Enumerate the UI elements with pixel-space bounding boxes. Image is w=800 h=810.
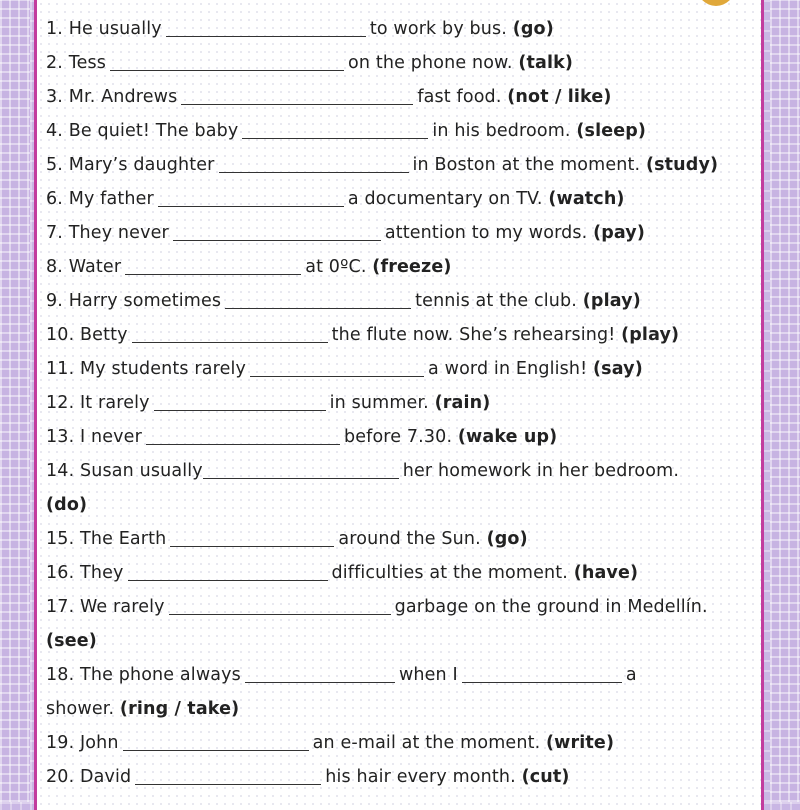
line-continuation-second: a bbox=[625, 665, 637, 685]
verb-hint: (watch) bbox=[548, 189, 625, 209]
answer-blank[interactable] bbox=[123, 750, 309, 751]
verb-hint: (wake up) bbox=[457, 427, 558, 447]
answer-blank[interactable] bbox=[169, 614, 391, 615]
line-continuation: at 0ºC. bbox=[305, 257, 367, 277]
line-continuation: on the phone now. bbox=[348, 53, 513, 73]
line-prompt: 3. Mr. Andrews bbox=[46, 87, 178, 107]
answer-blank[interactable] bbox=[170, 546, 334, 547]
answer-blank[interactable] bbox=[181, 104, 413, 105]
verb-hint: (see) bbox=[46, 631, 97, 651]
verb-hint: (ring / take) bbox=[119, 699, 240, 719]
exercise-line-19 bbox=[46, 726, 760, 760]
verb-hint: (cut) bbox=[521, 767, 570, 787]
line-continuation: attention to my words. bbox=[384, 223, 588, 243]
exercise-line-11 bbox=[46, 352, 760, 386]
verb-hint: (pay) bbox=[593, 223, 646, 243]
answer-blank[interactable] bbox=[219, 172, 409, 173]
line-continuation: garbage on the ground in Medellín. bbox=[394, 597, 708, 617]
line-prompt: 13. I never bbox=[46, 427, 142, 447]
answer-blank[interactable] bbox=[110, 70, 344, 71]
exercise-line-3 bbox=[46, 80, 760, 114]
exercise-line-16 bbox=[46, 556, 760, 590]
exercise-line-4 bbox=[46, 114, 760, 148]
verb-hint: (study) bbox=[645, 155, 719, 175]
line-continuation: to work by bus. bbox=[369, 19, 508, 39]
exercise-line-20 bbox=[46, 760, 760, 794]
line-prompt: 8. Water bbox=[46, 257, 122, 277]
line-prompt: 19. John bbox=[46, 733, 119, 753]
verb-hint: (say) bbox=[593, 359, 643, 379]
exercise-line-5 bbox=[46, 148, 760, 182]
answer-blank[interactable] bbox=[132, 342, 328, 343]
line-prompt: shower. bbox=[46, 699, 115, 719]
line-prompt: 14. Susan usually bbox=[46, 461, 203, 481]
exercise-list bbox=[46, 12, 760, 794]
answer-blank[interactable] bbox=[146, 444, 340, 445]
exercise-line-8 bbox=[46, 250, 760, 284]
line-continuation: before 7.30. bbox=[343, 427, 453, 447]
verb-hint: (go) bbox=[512, 19, 554, 39]
line-continuation: around the Sun. bbox=[338, 529, 481, 549]
line-prompt: 12. It rarely bbox=[46, 393, 150, 413]
verb-hint: (not / like) bbox=[507, 87, 612, 107]
answer-blank[interactable] bbox=[245, 682, 395, 683]
line-continuation: in summer. bbox=[329, 393, 429, 413]
verb-hint: (rain) bbox=[434, 393, 491, 413]
line-continuation: difficulties at the moment. bbox=[331, 563, 568, 583]
line-prompt: 4. Be quiet! The baby bbox=[46, 121, 239, 141]
verb-hint: (play) bbox=[582, 291, 641, 311]
line-continuation: her homework in her bedroom. bbox=[402, 461, 680, 481]
line-continuation: fast food. bbox=[417, 87, 502, 107]
exercise-line-9 bbox=[46, 284, 760, 318]
line-prompt: 7. They never bbox=[46, 223, 169, 243]
answer-blank[interactable] bbox=[242, 138, 428, 139]
answer-blank[interactable] bbox=[128, 580, 328, 581]
answer-blank[interactable] bbox=[158, 206, 344, 207]
line-prompt: 10. Betty bbox=[46, 325, 128, 345]
line-continuation: a word in English! bbox=[428, 359, 588, 379]
right-decorative-border bbox=[770, 0, 800, 802]
line-continuation: in his bedroom. bbox=[432, 121, 571, 141]
exercise-line-1 bbox=[46, 12, 760, 46]
line-prompt: 17. We rarely bbox=[46, 597, 165, 617]
answer-blank[interactable] bbox=[154, 410, 326, 411]
exercise-line-6 bbox=[46, 182, 760, 216]
answer-blank[interactable] bbox=[173, 240, 381, 241]
exercise-line-13 bbox=[46, 420, 760, 454]
line-prompt: 11. My students rarely bbox=[46, 359, 247, 379]
verb-hint: (sleep) bbox=[576, 121, 647, 141]
answer-blank-second[interactable] bbox=[462, 682, 622, 683]
line-continuation: tennis at the club. bbox=[415, 291, 578, 311]
line-continuation: in Boston at the moment. bbox=[412, 155, 641, 175]
answer-blank[interactable] bbox=[225, 308, 411, 309]
exercise-line-7 bbox=[46, 216, 760, 250]
line-continuation: the flute now. She’s rehearsing! bbox=[331, 325, 616, 345]
verb-hint: (write) bbox=[546, 733, 615, 753]
exercise-line-18-cont bbox=[46, 692, 760, 726]
line-prompt: 1. He usually bbox=[46, 19, 162, 39]
verb-hint: (talk) bbox=[518, 53, 574, 73]
exercise-line-12 bbox=[46, 386, 760, 420]
gold-ornament-icon bbox=[697, 0, 735, 6]
line-continuation: when I bbox=[398, 665, 458, 685]
exercise-line-14 bbox=[46, 454, 760, 488]
verb-hint: (have) bbox=[573, 563, 639, 583]
line-prompt: 20. David bbox=[46, 767, 132, 787]
exercise-line-18 bbox=[46, 658, 760, 692]
line-prompt: 2. Tess bbox=[46, 53, 107, 73]
exercise-line-17 bbox=[46, 590, 760, 624]
exercise-line-10 bbox=[46, 318, 760, 352]
line-continuation: a documentary on TV. bbox=[347, 189, 543, 209]
line-prompt: 18. The phone always bbox=[46, 665, 241, 685]
left-decorative-border bbox=[0, 0, 30, 802]
verb-hint: (freeze) bbox=[372, 257, 452, 277]
exercise-line-17-hint bbox=[46, 624, 760, 658]
answer-blank[interactable] bbox=[250, 376, 424, 377]
line-prompt: 15. The Earth bbox=[46, 529, 167, 549]
verb-hint: (go) bbox=[486, 529, 528, 549]
answer-blank[interactable] bbox=[135, 784, 321, 785]
verb-hint: (play) bbox=[621, 325, 680, 345]
line-continuation: an e-mail at the moment. bbox=[312, 733, 541, 753]
line-prompt: 5. Mary’s daughter bbox=[46, 155, 215, 175]
line-prompt: 16. They bbox=[46, 563, 124, 583]
line-prompt: 9. Harry sometimes bbox=[46, 291, 222, 311]
exercise-line-14-hint bbox=[46, 488, 760, 522]
exercise-line-15 bbox=[46, 522, 760, 556]
verb-hint: (do) bbox=[46, 495, 88, 515]
answer-blank[interactable] bbox=[166, 36, 366, 37]
answer-blank[interactable] bbox=[203, 478, 399, 479]
exercise-line-2 bbox=[46, 46, 760, 80]
line-prompt: 6. My father bbox=[46, 189, 154, 209]
line-continuation: his hair every month. bbox=[325, 767, 516, 787]
answer-blank[interactable] bbox=[125, 274, 301, 275]
